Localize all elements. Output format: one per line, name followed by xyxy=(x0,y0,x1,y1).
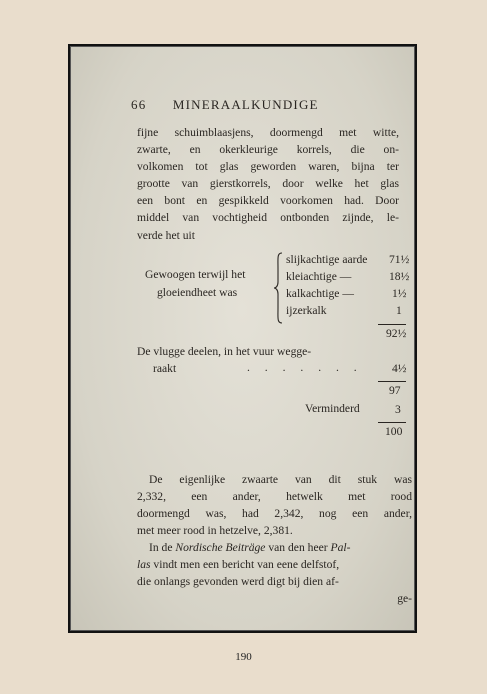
reduced-value: 3 xyxy=(395,403,401,416)
curly-brace xyxy=(273,252,283,324)
text-line: doormengd was, had 2,342, nog een ander, xyxy=(137,507,412,521)
catchword: ge- xyxy=(397,592,412,606)
table-left-label-1: Gewoogen terwijl het xyxy=(145,268,246,281)
text-run: vindt men een bericht van eene delfstof, xyxy=(150,558,340,572)
row-value: 1½ xyxy=(392,287,407,300)
header-page-number: 66 xyxy=(131,97,147,112)
volatile-value: 4½ xyxy=(392,362,407,375)
text-line xyxy=(137,556,412,573)
sum-rule xyxy=(378,324,406,325)
volatile-line-1: De vlugge deelen, in het vuur wegge- xyxy=(137,345,312,358)
reduced-label: Verminderd xyxy=(305,402,360,415)
text-line: een bont en gespikkeld voorkomen had. Door xyxy=(137,194,399,208)
paragraph-1 xyxy=(137,124,399,244)
italic-text: Pal- xyxy=(330,541,351,554)
paragraph-2 xyxy=(137,471,412,539)
row-name: slijkachtige aarde xyxy=(286,253,368,266)
row-value: 71½ xyxy=(389,253,410,266)
text-line: verde het uit xyxy=(137,228,195,242)
sum-rule xyxy=(378,422,406,423)
text-line: grootte van gierstkorrels, door welke het glas xyxy=(137,177,399,191)
text-run: van den heer xyxy=(265,541,331,554)
text-line xyxy=(137,539,412,556)
paragraph-3 xyxy=(137,539,412,607)
text-line: De eigenlijke zwaarte van dit stuk was xyxy=(149,473,412,486)
header-title: MINERAALKUNDIGE xyxy=(172,97,319,112)
volatile-line-2: raakt xyxy=(153,362,177,375)
table-left-label-2: gloeiendheet was xyxy=(157,286,238,299)
text-line: middel van vochtigheid ontbonden zijnde, le- xyxy=(137,211,399,225)
italic-text: las xyxy=(137,558,151,572)
row-name: kleiachtige — xyxy=(286,270,352,283)
running-header xyxy=(131,97,371,113)
text-line: volkomen tot glas geworden waren, bijna ter xyxy=(137,160,399,174)
text-line: fijne schuimblaasjens, doormengd met witte, xyxy=(137,126,399,139)
text-line: die onlangs gevonden werd digt bij dien af- xyxy=(137,575,339,589)
text-line: met meer rood in hetzelve, 2,381. xyxy=(137,524,293,538)
row-value: 18½ xyxy=(389,270,410,283)
sum-rule xyxy=(378,381,406,382)
text-line: zwarte, en okerkleurige korrels, die on- xyxy=(137,143,399,157)
total-value-1: 97 xyxy=(389,384,401,397)
row-value: 1 xyxy=(396,304,402,317)
italic-text: Nordische Beiträge xyxy=(175,541,266,554)
text-run: In de xyxy=(149,541,176,554)
volatile-dots: . . . . . . . xyxy=(247,361,363,374)
row-name: kalkachtige — xyxy=(286,287,354,300)
footer-page-number: 190 xyxy=(235,651,252,663)
subtotal-value: 92½ xyxy=(386,327,407,340)
row-name: ijzerkalk xyxy=(286,304,327,317)
total-value-2: 100 xyxy=(385,425,403,438)
text-line: 2,332, een ander, hetwelk met rood xyxy=(137,490,412,504)
